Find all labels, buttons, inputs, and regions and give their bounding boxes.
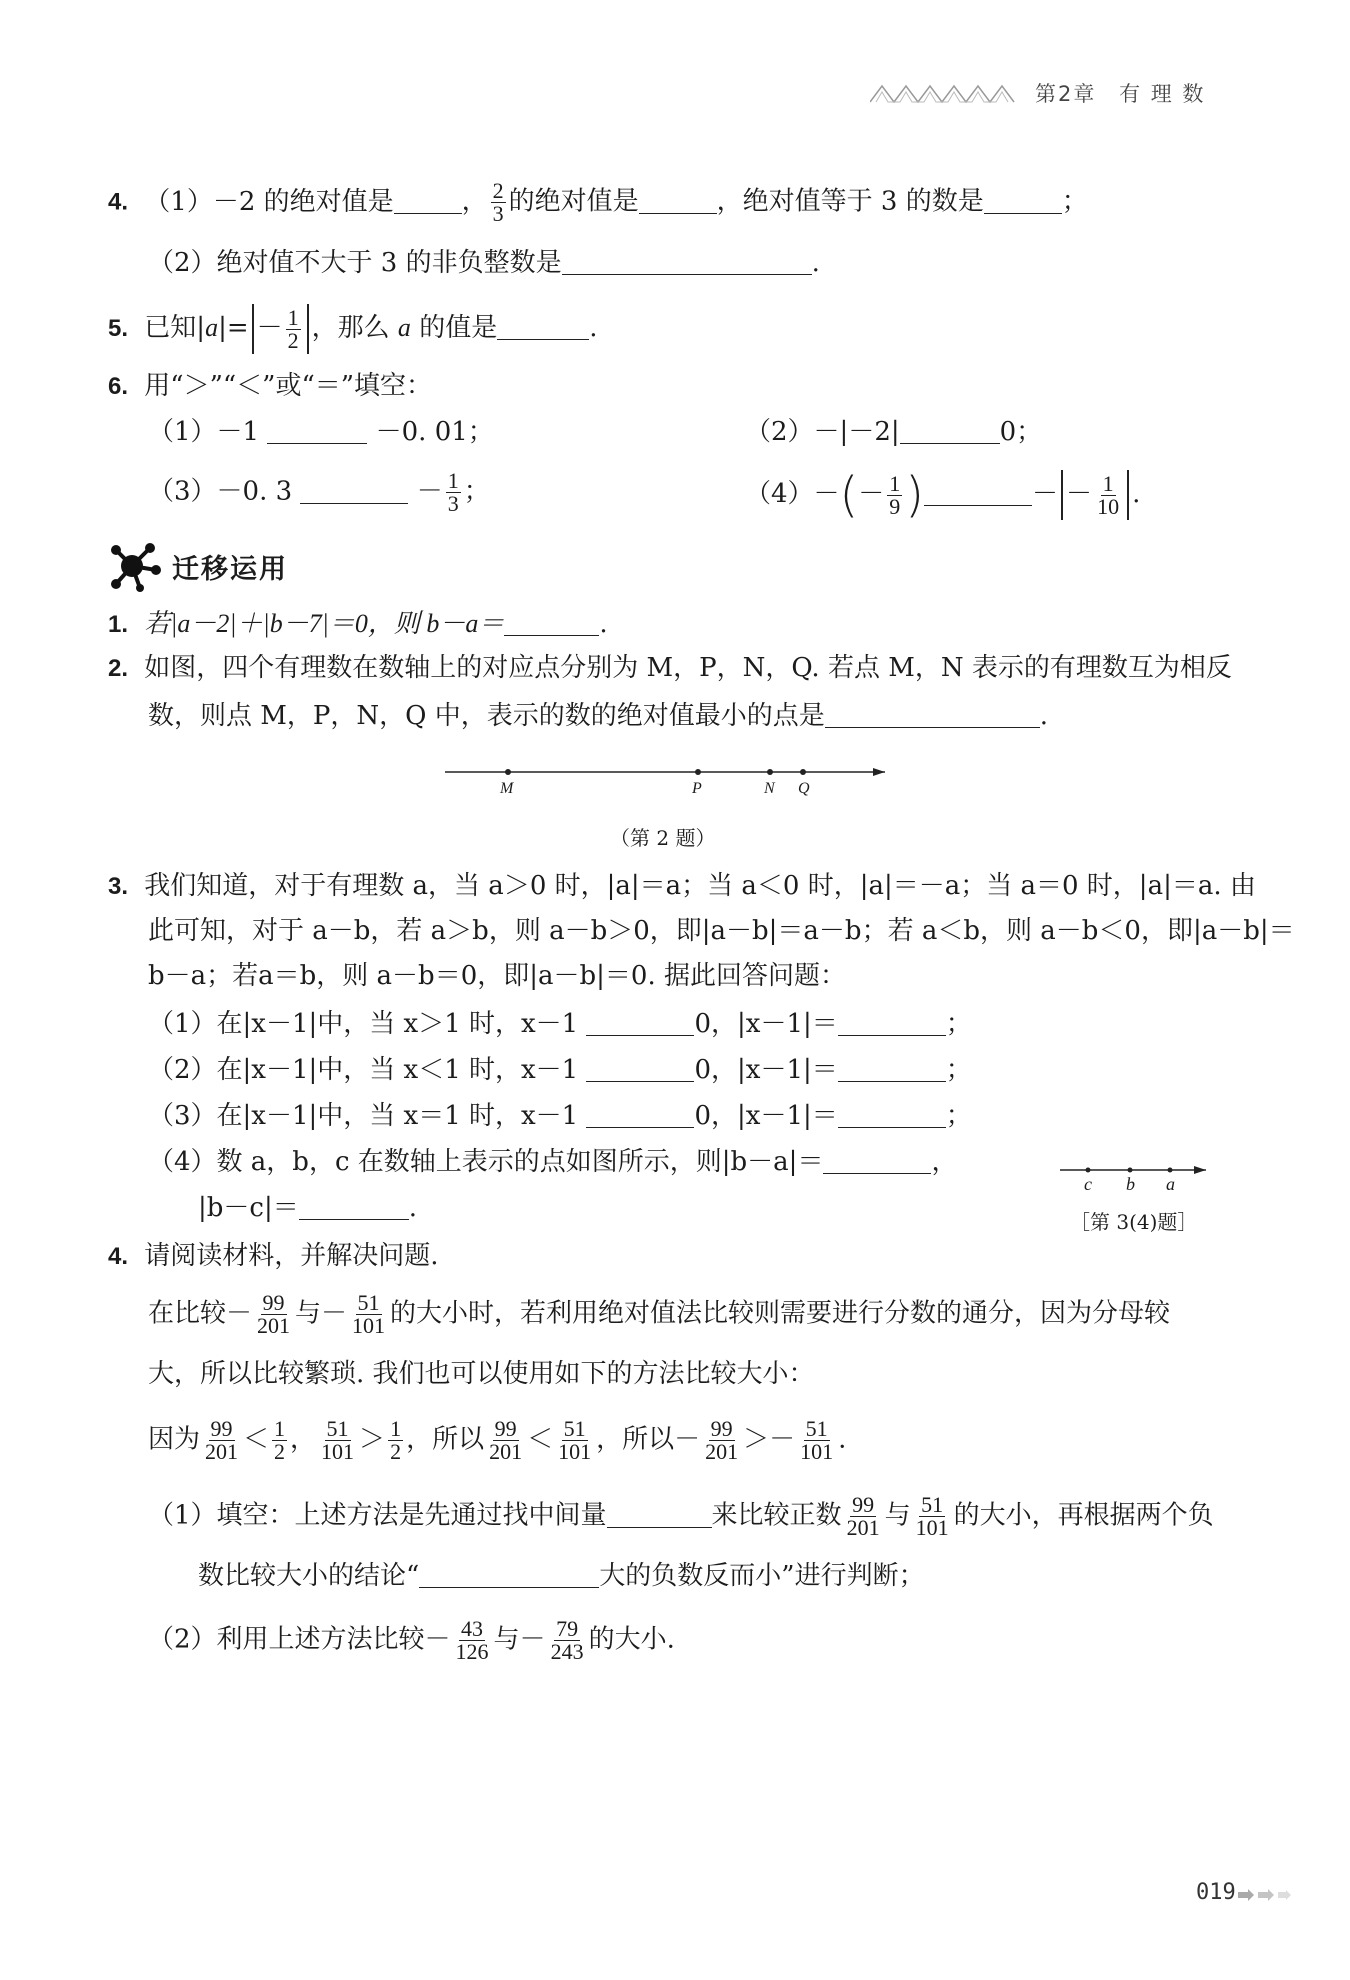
mountain-decoration-icon [870,80,1020,104]
item-text: （3）－0. 3 [148,476,293,507]
minus-sign: － [769,1424,796,1455]
item-text: －2 [848,417,891,447]
answer-blank[interactable] [639,187,717,214]
question-4: 4. （1）－2 的绝对值是 ， $\frac{2}{3}$ 的绝对值是 ，绝对值等于 3 的数是 ； [108,178,1088,226]
figure-caption: ［第 3(4)题］ [1070,1210,1198,1234]
chapter-number: 第2章 [1035,82,1097,106]
punctuation: . [589,313,598,343]
text: ，所以 [406,1424,485,1455]
fraction: $\frac{2}{3}$ [492,178,504,226]
question-text: ，那么 [311,313,390,343]
header-decoration [870,80,1020,108]
fraction: $\frac{99}{201}$ [489,1416,523,1464]
text: 数比较大小的结论“ [198,1561,420,1591]
material-line-3 [148,1418,846,1463]
greater-than: ＞ [743,1424,770,1455]
fraction: $\frac{99}{201}$ [705,1416,739,1464]
fraction: $\frac{1}{9}$ [889,470,901,519]
transfer-question-2 [108,648,1232,689]
answer-blank[interactable] [267,417,367,444]
answer-blank[interactable] [586,1009,694,1036]
minus-sign: － [858,479,885,509]
axis-label-q: Q [798,780,810,797]
punctuation: . [408,1193,417,1223]
fraction: $\frac{99}{201}$ [846,1492,880,1540]
text: 的大小时，若利用绝对值法比较则需要进行分数的通分，因为分母较 [390,1298,1171,1329]
question-text: 此可知，对于 a－b，若 a＞b，则 a－b＞0，即|a－b|＝a－b；若 a＜b，则 a－b＜0，即|a－b|＝ [148,916,1295,946]
question-text: （1）－2 的绝对值是 [144,186,394,217]
transfer-question-3 [108,866,1256,907]
paren: ) [905,467,925,523]
greater-than: ＞ [359,1424,386,1455]
item-text: （2）在|x－1|中，当 x＜1 时，x－1 [148,1055,579,1085]
chapter-header [1035,78,1205,108]
number-line-q3 [1060,1160,1210,1188]
fraction: $\frac{1}{2}$ [390,1416,402,1464]
fraction: $\frac{43}{126}$ [455,1616,489,1664]
question-text: 用“＞”“＜”或“＝”填空： [144,371,433,401]
answer-blank[interactable] [984,187,1062,214]
equals-sign: = [226,313,249,343]
paren: ( [839,467,859,523]
punctuation: ， [290,1424,317,1455]
answer-blank[interactable] [825,701,1040,728]
answer-blank[interactable] [394,187,462,214]
question-number: 1. [108,611,129,638]
question-number: 6. [108,373,129,400]
question-text: ，绝对值等于 3 的数是 [716,186,984,217]
question-number: 3. [108,873,129,900]
answer-blank[interactable] [823,1147,931,1174]
item-text: （2）－ [745,417,840,447]
text: 与－ [295,1298,348,1329]
material-line-2 [148,1354,815,1394]
figure-caption: （第 2 题） [610,826,716,850]
fraction: $\frac{51}{101}$ [321,1416,355,1464]
question-number: 4. [108,188,129,216]
question-text: 的值是 [419,313,498,343]
item-text: 0，|x－1|＝ [694,1055,838,1085]
punctuation: . [838,1424,847,1455]
axis-label-a: a [1166,1174,1175,1194]
transfer-question-3-line-2 [148,911,1295,951]
minus-sign: － [1066,479,1093,509]
transfer-question-3-sub-4 [148,1142,957,1182]
fraction: $\frac{1}{10}$ [1097,470,1120,519]
question-4-sub-2 [148,1618,675,1663]
question-6-item-2: （2）－|－2| 0； [745,417,1043,447]
transfer-question-3-sub-2 [148,1050,972,1090]
transfer-question-3-line-3 [148,956,846,996]
punctuation: . [599,609,608,639]
transfer-question-4 [108,1236,439,1277]
text: 在比较－ [148,1298,253,1329]
text: 因为 [148,1424,201,1455]
item-text: （4）数 a，b，c 在数轴上表示的点如图所示，则|b－a|＝ [148,1147,824,1177]
molecule-icon [106,540,162,592]
item-text: 0，|x－1|＝ [694,1009,838,1039]
transfer-question-3-sub-3 [148,1096,972,1136]
axis-label-c: c [1084,1174,1092,1194]
section-icon [106,540,162,596]
punctuation: ； [945,1009,972,1039]
item-text: （4）－ [745,479,840,509]
transfer-question-3-sub-1 [148,1004,972,1044]
transfer-question-1 [108,604,608,645]
question-4-sub-1 [148,1494,1214,1539]
axis-label-n: N [764,780,775,797]
axis-label-m: M [500,780,514,797]
question-text: 如图，四个有理数在数轴上的对应点分别为 M，P，N，Q. 若点 M，N 表示的有理数互为相反 [144,653,1232,683]
question-6-item-3 [148,470,490,515]
text: 大，所以比较繁琐. 我们也可以使用如下的方法比较大小： [148,1359,815,1389]
answer-blank[interactable] [838,1055,946,1082]
punctuation: ； [945,1055,972,1085]
answer-blank[interactable] [838,1009,946,1036]
answer-blank[interactable] [586,1101,694,1128]
answer-blank[interactable] [419,1561,599,1588]
answer-blank[interactable] [900,417,1000,444]
fraction: $\frac{1}{3}$ [447,468,459,516]
chapter-title: 有 理 数 [1119,82,1206,106]
abs-bar [1127,470,1129,520]
fraction: $\frac{99}{201}$ [257,1290,291,1338]
minus-sign: － [416,476,443,507]
item-text: －0. 01； [375,417,494,447]
less-than: ＜ [527,1424,554,1455]
variable: a [397,313,411,342]
answer-blank[interactable] [924,479,1032,506]
arrow-decoration-icon [1238,1888,1294,1902]
variable: a [205,313,219,342]
punctuation: ； [945,1101,972,1131]
question-6-item-4 [745,467,1141,523]
punctuation: ； [463,476,490,507]
answer-blank[interactable] [838,1101,946,1128]
question-text: （2）绝对值不大于 3 的非负整数是 [148,248,562,278]
fraction: $\frac{51}{101}$ [915,1492,949,1540]
page-arrows [1238,1887,1294,1906]
axis-label-p: P [692,780,702,797]
fraction: $\frac{79}{243}$ [550,1616,584,1664]
question-6 [108,366,432,407]
question-text: b－a；若a＝b，则 a－b＝0，即|a－b|＝0. 据此回答问题： [148,961,846,991]
number-line-figure [1060,1160,1210,1184]
text: 的大小，再根据两个负 [953,1500,1214,1531]
text: ，所以－ [596,1424,701,1455]
fraction: $\frac{51}{101}$ [352,1290,386,1338]
question-text: 的绝对值是 [508,186,639,217]
answer-blank[interactable] [586,1055,694,1082]
question-text: 请阅读材料，并解决问题. [144,1241,439,1271]
text: 来比较正数 [711,1500,842,1531]
text: 大的负数反而小”进行判断； [599,1561,925,1591]
question-text: 数，则点 M，P，N，Q 中，表示的数的绝对值最小的点是 [148,701,825,731]
item-text: （1）在|x－1|中，当 x＞1 时，x－1 [148,1009,579,1039]
punctuation: . [1132,479,1141,509]
text: （2）利用上述方法比较－ [148,1624,451,1655]
punctuation: . [811,248,820,278]
text: （1）填空：上述方法是先通过找中间量 [148,1500,607,1531]
fraction: $\frac{51}{101}$ [800,1416,834,1464]
question-number: 4. [108,1243,129,1270]
transfer-question-3-sub-4-line-2 [198,1188,417,1228]
fraction: $\frac{1}{2}$ [274,1416,286,1464]
item-text: 0； [999,417,1043,447]
axis-label-b: b [1126,1174,1135,1194]
punctuation: ； [1061,186,1088,217]
question-number: 5. [108,315,129,342]
punctuation: ， [931,1147,958,1177]
question-6-item-1 [148,412,494,452]
answer-blank[interactable] [504,609,599,636]
minus-sign: － [256,313,283,343]
question-text: 已知 [144,313,197,343]
question-number: 2. [108,655,129,682]
abs-bar [1061,470,1063,520]
fraction: $\frac{99}{201}$ [205,1416,239,1464]
answer-blank[interactable] [607,1501,712,1528]
item-text: （3）在|x－1|中，当 x＝1 时，x－1 [148,1101,579,1131]
text: 的大小. [588,1624,675,1655]
question-text: 我们知道，对于有理数 a，当 a＞0 时，|a|＝a；当 a＜0 时，|a|＝－a；当 a＝0 时，|a|＝a. 由 [144,871,1256,901]
answer-blank[interactable] [497,313,589,340]
fraction: $\frac{1}{2}$ [287,304,299,353]
material-line-1 [148,1292,1170,1337]
item-text: |b－c|＝ [198,1193,299,1223]
transfer-question-2-line-2 [148,696,1048,736]
text: 与－ [493,1624,546,1655]
question-text: 若|a－2|＋|b－7|＝0，则 b－a＝ [144,609,505,638]
less-than: ＜ [243,1424,270,1455]
answer-blank[interactable] [300,477,408,504]
answer-blank[interactable] [562,248,812,275]
section-title: 迁移运用 [172,554,288,585]
minus-sign: － [1032,479,1059,509]
question-4-part-2 [148,243,820,283]
question-4-sub-1-line-2 [198,1556,925,1596]
page-number: 019 [1196,1880,1236,1905]
fraction: $\frac{51}{101}$ [558,1416,592,1464]
answer-blank[interactable] [299,1193,409,1220]
item-text: 0，|x－1|＝ [694,1101,838,1131]
punctuation: . [1039,701,1048,731]
question-5: 5. 已知|a|= － $\frac{1}{2}$ ，那么 a 的值是 . [108,304,598,353]
abs-bar [307,304,309,354]
text: 与 [884,1500,911,1531]
abs-bar [252,304,254,354]
item-text: （1）－1 [148,417,260,447]
